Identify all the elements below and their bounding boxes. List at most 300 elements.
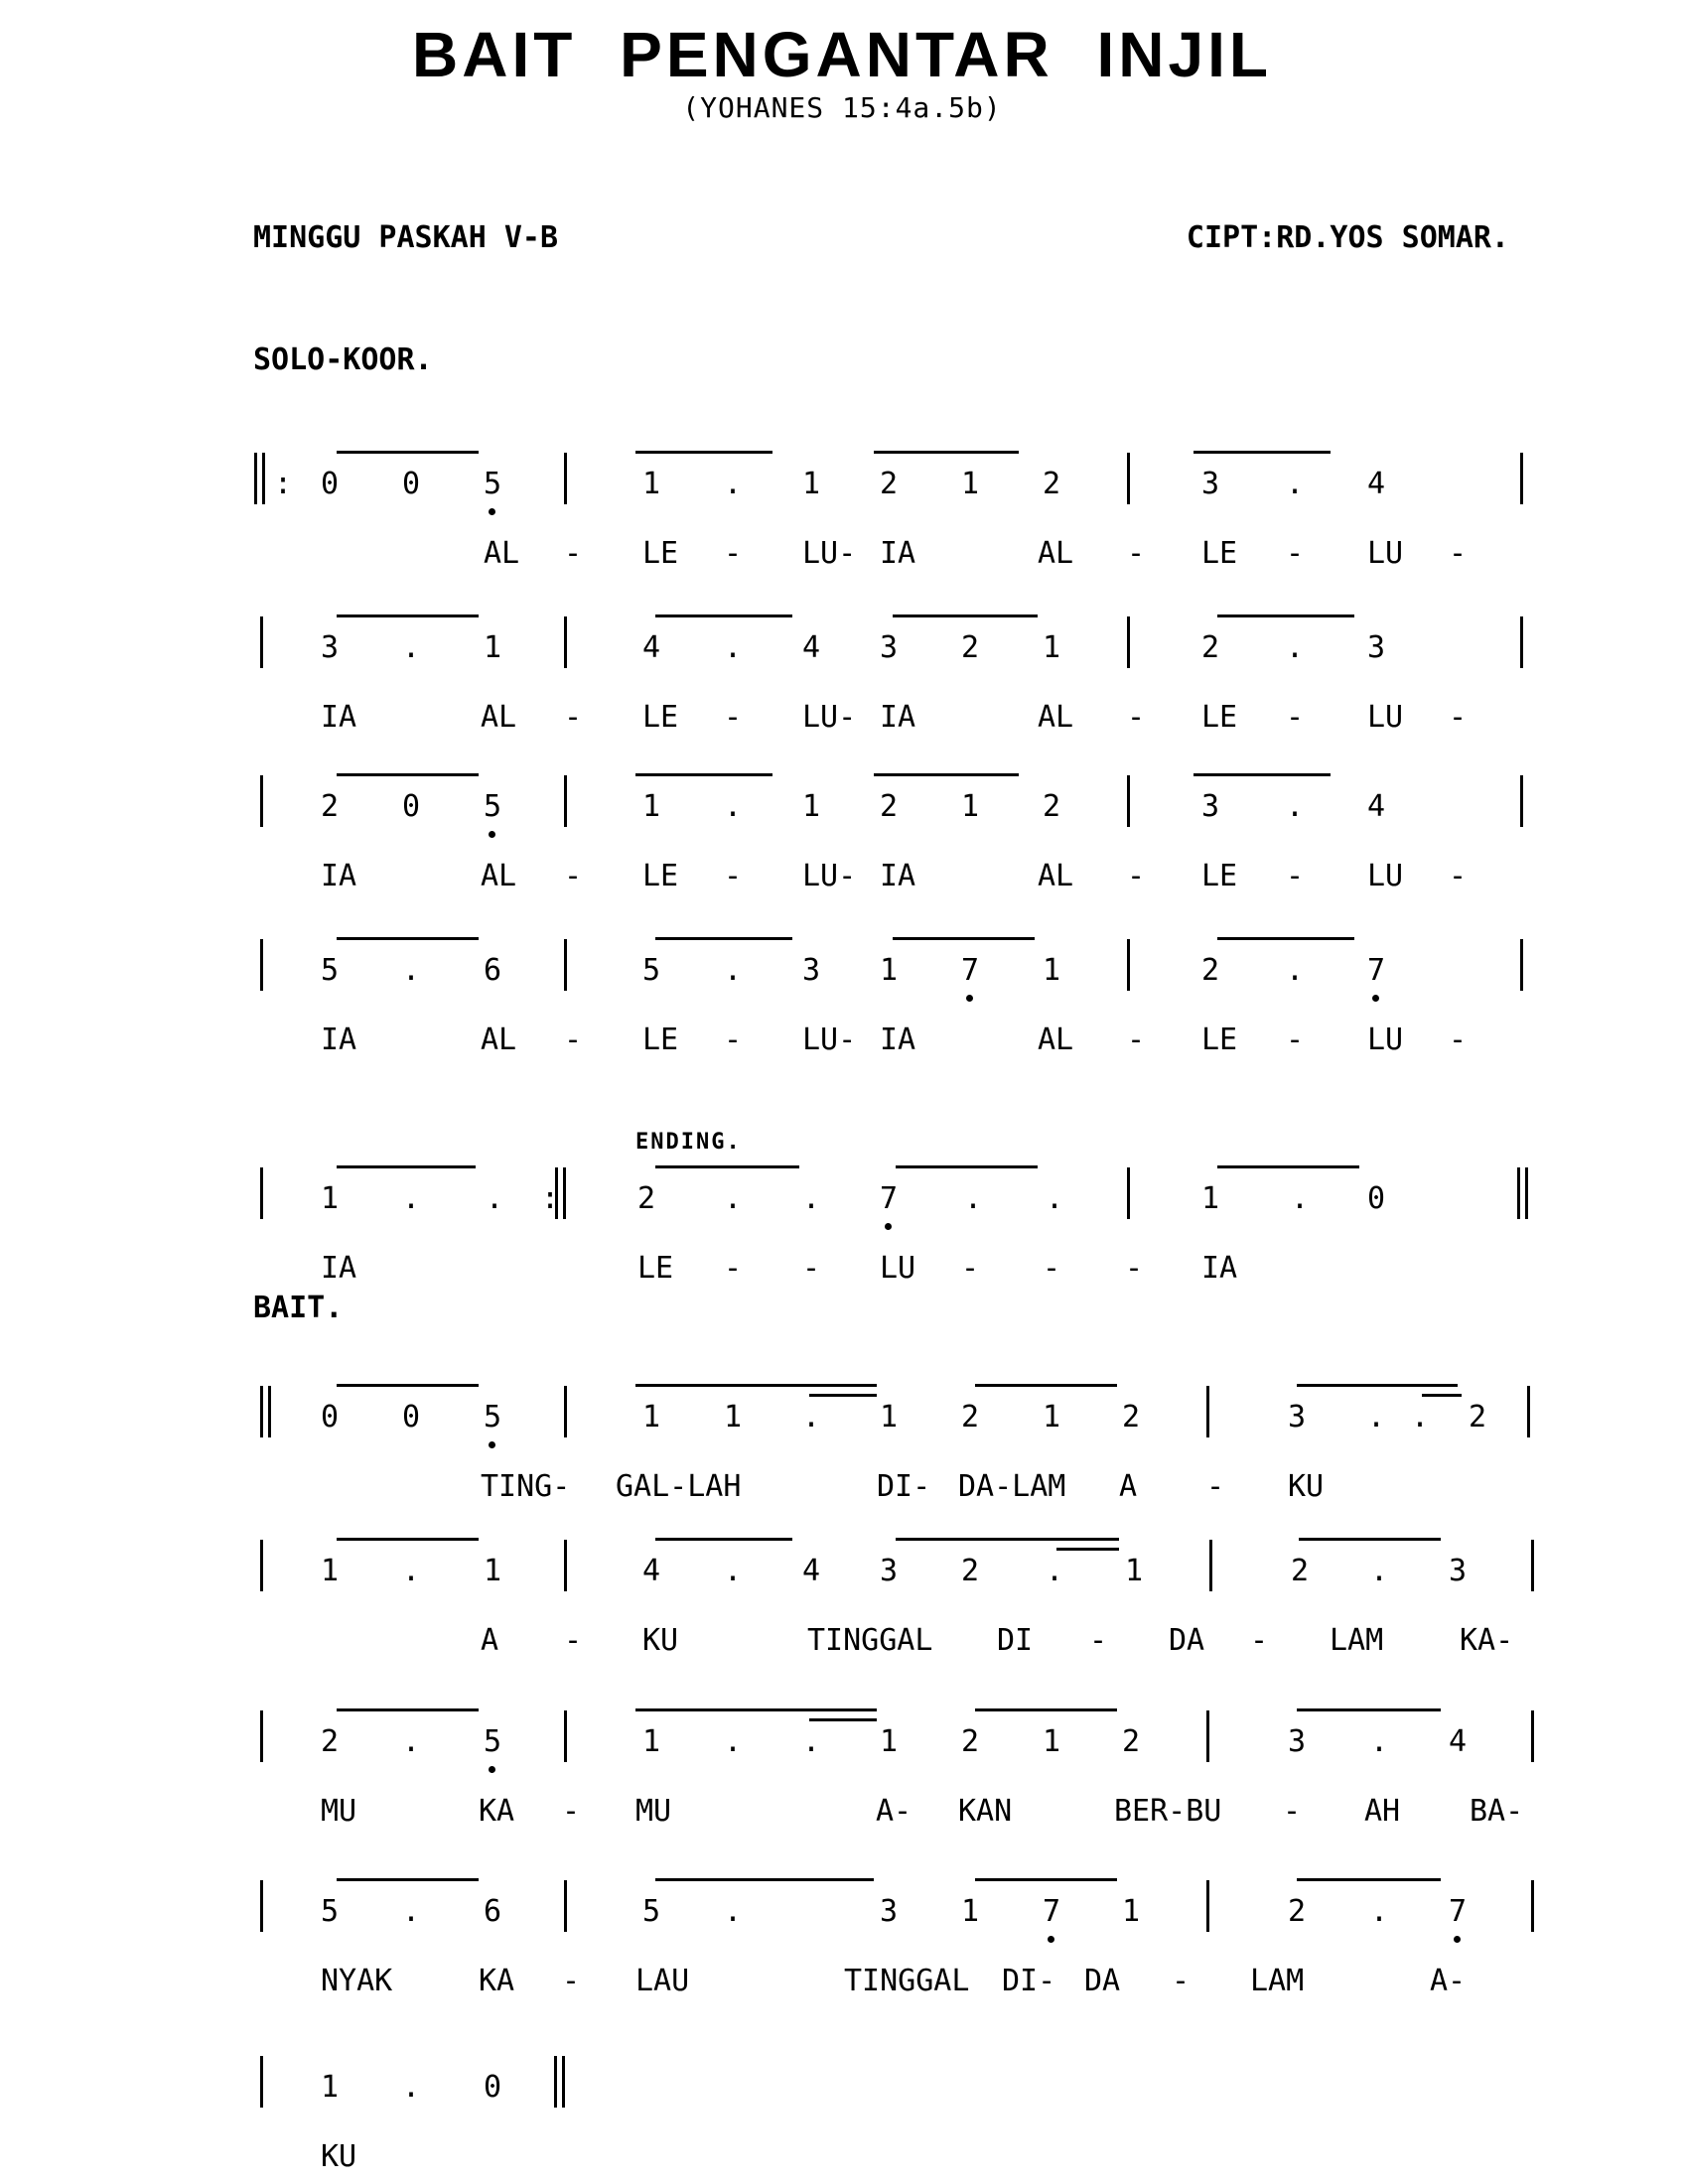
duration-dot-token: .	[402, 953, 421, 988]
note-token: 1	[321, 1554, 340, 1588]
barline-stroke	[254, 453, 257, 504]
beam-line	[337, 1165, 476, 1168]
beam-line	[975, 1384, 1117, 1387]
barline-stroke	[260, 775, 263, 827]
lyric-token: LU-	[802, 859, 857, 893]
barline-stroke	[1520, 453, 1523, 504]
beam-line	[635, 451, 772, 454]
note-token: 1	[880, 1400, 899, 1434]
lyric-token: -	[724, 536, 743, 571]
note-token: 2	[1469, 1400, 1487, 1434]
lyric-token: -	[1127, 536, 1146, 571]
lyric-token: -	[802, 1251, 821, 1286]
note-token: 7	[1043, 1894, 1061, 1929]
lyric-token: -	[1127, 700, 1146, 735]
lyric-token: LU	[1367, 700, 1404, 735]
note-token: 7	[961, 953, 980, 988]
lyric-token: LU	[880, 1251, 916, 1286]
note-token: 3	[1201, 789, 1220, 824]
lyric-token: LE	[1201, 1023, 1238, 1057]
lyric-token: LU	[1367, 1023, 1404, 1057]
lyric-token: AL	[481, 700, 517, 735]
lyric-token: MU	[635, 1794, 672, 1829]
duration-dot-token: .	[486, 1181, 504, 1216]
duration-dot-token: .	[1286, 467, 1305, 501]
barline-stroke	[564, 453, 567, 504]
lyric-token: LU	[1367, 859, 1404, 893]
duration-dot-token: .	[1367, 1400, 1386, 1434]
duration-dot-token: .	[1286, 789, 1305, 824]
note-token: 1	[1043, 1724, 1061, 1759]
beam-line	[337, 1384, 479, 1387]
note-token: 1	[642, 1400, 661, 1434]
low-octave-dot	[966, 995, 973, 1002]
duration-dot-token: .	[1046, 1554, 1064, 1588]
duration-dot-token: .	[402, 1181, 421, 1216]
barline-stroke	[268, 1386, 271, 1437]
lyric-token: TINGGAL	[807, 1623, 933, 1658]
duration-dot-token: .	[802, 1400, 821, 1434]
beam-line	[1299, 1538, 1441, 1541]
note-token: 1	[1125, 1554, 1144, 1588]
note-token: 2	[637, 1181, 656, 1216]
note-token: 7	[1449, 1894, 1468, 1929]
note-token: 2	[961, 1400, 980, 1434]
note-token: 5	[484, 789, 502, 824]
barline-stroke	[1531, 1880, 1534, 1932]
note-token: 2	[321, 789, 340, 824]
music-system	[0, 1400, 1684, 1519]
beam-line	[655, 614, 792, 617]
note-token: 4	[802, 1554, 821, 1588]
beam-line	[635, 1384, 877, 1387]
scripture-reference: (YOHANES 15:4a.5b)	[682, 91, 1002, 124]
lyric-token: IA	[321, 1251, 357, 1286]
note-token: 4	[1367, 789, 1386, 824]
lyric-token: -	[1089, 1623, 1108, 1658]
note-token: 5	[484, 467, 502, 501]
note-token: 1	[880, 953, 899, 988]
note-token: 3	[880, 1894, 899, 1929]
note-token: 1	[1043, 630, 1061, 665]
barline-stroke	[564, 1710, 567, 1762]
music-system	[0, 2070, 1684, 2184]
note-token: 2	[1122, 1724, 1141, 1759]
lyric-token: -	[1286, 859, 1305, 893]
lyric-token: LE	[1201, 536, 1238, 571]
lyric-token: KA-	[1460, 1623, 1514, 1658]
lyric-token: -	[724, 700, 743, 735]
barline-stroke	[1527, 1386, 1530, 1437]
barline-stroke	[564, 1880, 567, 1932]
lyric-token: KA	[479, 1794, 515, 1829]
low-octave-dot	[489, 508, 495, 515]
duration-dot-token: .	[1411, 1400, 1430, 1434]
beam-line	[337, 773, 479, 776]
lyric-token: A-	[1430, 1964, 1467, 1998]
lyric-token: LE	[1201, 859, 1238, 893]
barline-stroke	[1127, 616, 1130, 668]
note-token: 6	[484, 1894, 502, 1929]
lyric-token: -	[1172, 1964, 1191, 1998]
barline-stroke	[1520, 616, 1523, 668]
lyric-token: LE	[642, 536, 679, 571]
lyric-token: IA	[1201, 1251, 1238, 1286]
note-token: 2	[961, 630, 980, 665]
note-token: 4	[1367, 467, 1386, 501]
barline-stroke	[1127, 939, 1130, 991]
lyric-token: LAM	[1330, 1623, 1384, 1658]
note-token: 2	[880, 789, 899, 824]
note-token: 1	[802, 467, 821, 501]
beam-line	[1297, 1708, 1441, 1711]
lyric-token: -	[564, 1023, 583, 1057]
lyric-token: LE	[637, 1251, 674, 1286]
lyric-token: -	[961, 1251, 980, 1286]
lyric-token: AL	[1038, 859, 1074, 893]
music-system	[0, 1724, 1684, 1843]
rest-token: 0	[321, 1400, 340, 1434]
rest-token: 0	[402, 1400, 421, 1434]
music-system	[0, 630, 1684, 750]
duration-dot-token: .	[802, 1724, 821, 1759]
lyric-token: AL	[481, 1023, 517, 1057]
note-token: 3	[1288, 1724, 1307, 1759]
ending-label: ENDING.	[635, 1130, 742, 1155]
barline-stroke	[1531, 1540, 1534, 1591]
note-token: 4	[642, 630, 661, 665]
lyric-token: LAU	[635, 1964, 690, 1998]
note-token: 2	[1291, 1554, 1310, 1588]
lyric-token: -	[1043, 1251, 1061, 1286]
barline-stroke	[563, 1167, 566, 1219]
beam-line	[1217, 937, 1354, 940]
note-token: 2	[1043, 789, 1061, 824]
lyric-token: A	[481, 1623, 499, 1658]
rest-token: 0	[321, 467, 340, 501]
low-octave-dot	[1048, 1936, 1054, 1943]
note-token: 1	[880, 1724, 899, 1759]
lyric-token: DI	[997, 1623, 1034, 1658]
lyric-token: AL	[1038, 700, 1074, 735]
music-system	[0, 1554, 1684, 1673]
lyric-token: IA	[321, 1023, 357, 1057]
lyric-token: TINGGAL	[844, 1964, 970, 1998]
beam-line	[896, 1538, 1119, 1541]
barline-stroke	[262, 453, 265, 504]
note-token: 1	[1043, 1400, 1061, 1434]
note-token: 1	[961, 1894, 980, 1929]
lyric-token: -	[1449, 1023, 1468, 1057]
duration-dot-token: .	[1370, 1894, 1389, 1929]
barline-stroke	[564, 939, 567, 991]
barline-stroke	[1520, 939, 1523, 991]
lyric-token: BER-BU	[1114, 1794, 1222, 1829]
note-token: 1	[1043, 953, 1061, 988]
barline-stroke	[1520, 775, 1523, 827]
lyric-token: AL	[484, 536, 520, 571]
beam-line	[1297, 1384, 1458, 1387]
composer-credit: CIPT:RD.YOS SOMAR.	[1186, 220, 1509, 255]
note-token: 5	[642, 1894, 661, 1929]
duration-dot-token: .	[1370, 1724, 1389, 1759]
barline-stroke	[260, 616, 263, 668]
barline-stroke	[260, 1167, 263, 1219]
rest-token: 0	[1367, 1181, 1386, 1216]
barline-stroke	[260, 1540, 263, 1591]
beam-line	[975, 1708, 1117, 1711]
barline-stroke	[260, 1710, 263, 1762]
beam-line	[337, 614, 479, 617]
lyric-token: KU	[642, 1623, 679, 1658]
lyric-token: LE	[642, 859, 679, 893]
note-token: 4	[642, 1554, 661, 1588]
lyric-token: TING-	[481, 1469, 571, 1504]
lyric-token: -	[724, 1023, 743, 1057]
barline-stroke	[564, 1386, 567, 1437]
duration-dot-token: .	[402, 1894, 421, 1929]
repeat-colon: :	[541, 1181, 560, 1216]
music-system	[0, 467, 1684, 586]
low-octave-dot	[1454, 1936, 1461, 1943]
beam-line	[655, 937, 792, 940]
beam-line	[874, 451, 1019, 454]
note-token: 4	[1449, 1724, 1468, 1759]
note-token: 1	[1122, 1894, 1141, 1929]
lyric-token: BA-	[1470, 1794, 1524, 1829]
note-token: 1	[484, 1554, 502, 1588]
lyric-token: -	[564, 1623, 583, 1658]
beam-line	[1217, 1165, 1359, 1168]
duration-dot-token: .	[802, 1181, 821, 1216]
lyric-token: LE	[642, 1023, 679, 1057]
music-system	[0, 1894, 1684, 2013]
note-token: 1	[321, 2070, 340, 2105]
beam-line	[635, 1708, 877, 1711]
barline-stroke	[1531, 1710, 1534, 1762]
duration-dot-token: .	[724, 953, 743, 988]
duration-dot-token: .	[724, 630, 743, 665]
note-token: 6	[484, 953, 502, 988]
double-beam-line	[1056, 1548, 1119, 1551]
lyric-token: DI-	[877, 1469, 931, 1504]
low-octave-dot	[489, 1441, 495, 1448]
note-token: 2	[880, 467, 899, 501]
low-octave-dot	[489, 1766, 495, 1773]
beam-line	[893, 937, 1035, 940]
duration-dot-token: .	[724, 1724, 743, 1759]
lyric-token: IA	[880, 1023, 916, 1057]
music-system	[0, 789, 1684, 908]
note-token: 2	[961, 1554, 980, 1588]
note-token: 1	[642, 1724, 661, 1759]
note-token: 2	[1122, 1400, 1141, 1434]
lyric-token: -	[1125, 1251, 1144, 1286]
note-token: 3	[880, 1554, 899, 1588]
note-token: 3	[1367, 630, 1386, 665]
note-token: 1	[961, 789, 980, 824]
duration-dot-token: .	[1286, 630, 1305, 665]
lyric-token: KU	[1288, 1469, 1325, 1504]
lyric-token: DA-LAM	[958, 1469, 1066, 1504]
lyric-token: -	[1127, 1023, 1146, 1057]
beam-line	[655, 1165, 799, 1168]
lyric-token: -	[1286, 700, 1305, 735]
lyric-token: KU	[321, 2139, 357, 2174]
lyric-token: -	[562, 1794, 581, 1829]
barline-stroke	[1525, 1167, 1528, 1219]
note-token: 5	[321, 953, 340, 988]
low-octave-dot	[489, 831, 495, 838]
beam-line	[1217, 614, 1354, 617]
lyric-token: AH	[1364, 1794, 1401, 1829]
lyric-token: LU-	[802, 700, 857, 735]
barline-stroke	[564, 1540, 567, 1591]
note-token: 2	[961, 1724, 980, 1759]
lyric-token: -	[1449, 700, 1468, 735]
lyric-token: -	[724, 859, 743, 893]
lyric-token: DI-	[1002, 1964, 1056, 1998]
lyric-token: KA	[479, 1964, 515, 1998]
duration-dot-token: .	[402, 1554, 421, 1588]
duration-dot-token: .	[1291, 1181, 1310, 1216]
note-token: 3	[1201, 467, 1220, 501]
barline-stroke	[562, 2056, 565, 2108]
lyric-token: LU-	[802, 1023, 857, 1057]
note-token: 5	[321, 1894, 340, 1929]
double-beam-line	[809, 1394, 877, 1397]
note-token: 1	[724, 1400, 743, 1434]
barline-stroke	[564, 616, 567, 668]
lyric-token: -	[564, 859, 583, 893]
beam-line	[337, 1878, 479, 1881]
barline-stroke	[1206, 1386, 1209, 1437]
beam-line	[1193, 451, 1331, 454]
barline-stroke	[1127, 1167, 1130, 1219]
beam-line	[893, 614, 1038, 617]
duration-dot-token: .	[402, 630, 421, 665]
lyric-token: LU	[1367, 536, 1404, 571]
lyric-token: KAN	[958, 1794, 1013, 1829]
barline-stroke	[260, 1386, 263, 1437]
note-token: 3	[1288, 1400, 1307, 1434]
lyric-token: -	[1250, 1623, 1269, 1658]
barline-stroke	[1127, 775, 1130, 827]
barline-stroke	[554, 2056, 557, 2108]
note-token: 7	[1367, 953, 1386, 988]
note-token: 1	[1201, 1181, 1220, 1216]
beam-line	[337, 451, 479, 454]
lyric-token: IA	[880, 700, 916, 735]
lyric-token: LAM	[1250, 1964, 1305, 1998]
lyric-token: MU	[321, 1794, 357, 1829]
double-beam-line	[809, 1718, 877, 1721]
beam-line	[337, 1708, 479, 1711]
barline-stroke	[1206, 1880, 1209, 1932]
beam-line	[337, 1538, 479, 1541]
lyric-token: -	[564, 536, 583, 571]
lyric-token: NYAK	[321, 1964, 393, 1998]
note-token: 7	[880, 1181, 899, 1216]
lyric-token: GAL-LAH	[616, 1469, 742, 1504]
note-token: 1	[961, 467, 980, 501]
barline-stroke	[260, 939, 263, 991]
lyric-token: LU-	[802, 536, 857, 571]
note-token: 3	[1449, 1554, 1468, 1588]
barline-stroke	[564, 775, 567, 827]
note-token: 1	[642, 789, 661, 824]
note-token: 1	[321, 1181, 340, 1216]
note-token: 1	[642, 467, 661, 501]
barline-stroke	[1209, 1540, 1212, 1591]
beam-line	[655, 1878, 874, 1881]
note-token: 2	[1288, 1894, 1307, 1929]
note-token: 5	[642, 953, 661, 988]
lyric-token: -	[1206, 1469, 1225, 1504]
lyric-token: -	[1127, 859, 1146, 893]
beam-line	[1297, 1878, 1441, 1881]
rest-token: 0	[484, 2070, 502, 2105]
note-token: 2	[1201, 953, 1220, 988]
lyric-token: -	[1286, 536, 1305, 571]
lyric-token: AL	[1038, 536, 1074, 571]
duration-dot-token: .	[724, 467, 743, 501]
duration-dot-token: .	[724, 1554, 743, 1588]
duration-dot-token: .	[402, 2070, 421, 2105]
low-octave-dot	[885, 1223, 892, 1230]
note-token: 4	[802, 630, 821, 665]
low-octave-dot	[1372, 995, 1379, 1002]
lyric-token: IA	[321, 859, 357, 893]
duration-dot-token: .	[1286, 953, 1305, 988]
repeat-colon: :	[274, 467, 293, 501]
rest-token: 0	[402, 467, 421, 501]
duration-dot-token: .	[1046, 1181, 1064, 1216]
lyric-token: DA	[1084, 1964, 1121, 1998]
duration-dot-token: .	[724, 1894, 743, 1929]
lyric-token: -	[724, 1251, 743, 1286]
lyric-token: LE	[642, 700, 679, 735]
note-token: 5	[484, 1400, 502, 1434]
lyric-token: -	[562, 1964, 581, 1998]
note-token: 1	[484, 630, 502, 665]
barline-stroke	[260, 1880, 263, 1932]
note-token: 1	[802, 789, 821, 824]
beam-line	[337, 937, 479, 940]
duration-dot-token: .	[1370, 1554, 1389, 1588]
page-title: BAIT PENGANTAR INJIL	[412, 19, 1272, 90]
section-heading-bait: BAIT.	[253, 1291, 344, 1325]
lyric-token: AL	[1038, 1023, 1074, 1057]
double-beam-line	[1422, 1394, 1462, 1397]
note-token: 2	[1043, 467, 1061, 501]
duration-dot-token: .	[964, 1181, 983, 1216]
beam-line	[896, 1165, 1038, 1168]
beam-line	[1193, 773, 1331, 776]
rest-token: 0	[402, 789, 421, 824]
beam-line	[635, 773, 772, 776]
music-system	[0, 1130, 1684, 1300]
beam-line	[655, 1538, 792, 1541]
beam-line	[874, 773, 1019, 776]
lyric-token: LE	[1201, 700, 1238, 735]
barline-stroke	[1127, 453, 1130, 504]
section-heading-solo-koor: SOLO-KOOR.	[253, 342, 433, 377]
note-token: 3	[802, 953, 821, 988]
lyric-token: -	[1283, 1794, 1302, 1829]
lyric-token: IA	[880, 536, 916, 571]
note-token: 5	[484, 1724, 502, 1759]
